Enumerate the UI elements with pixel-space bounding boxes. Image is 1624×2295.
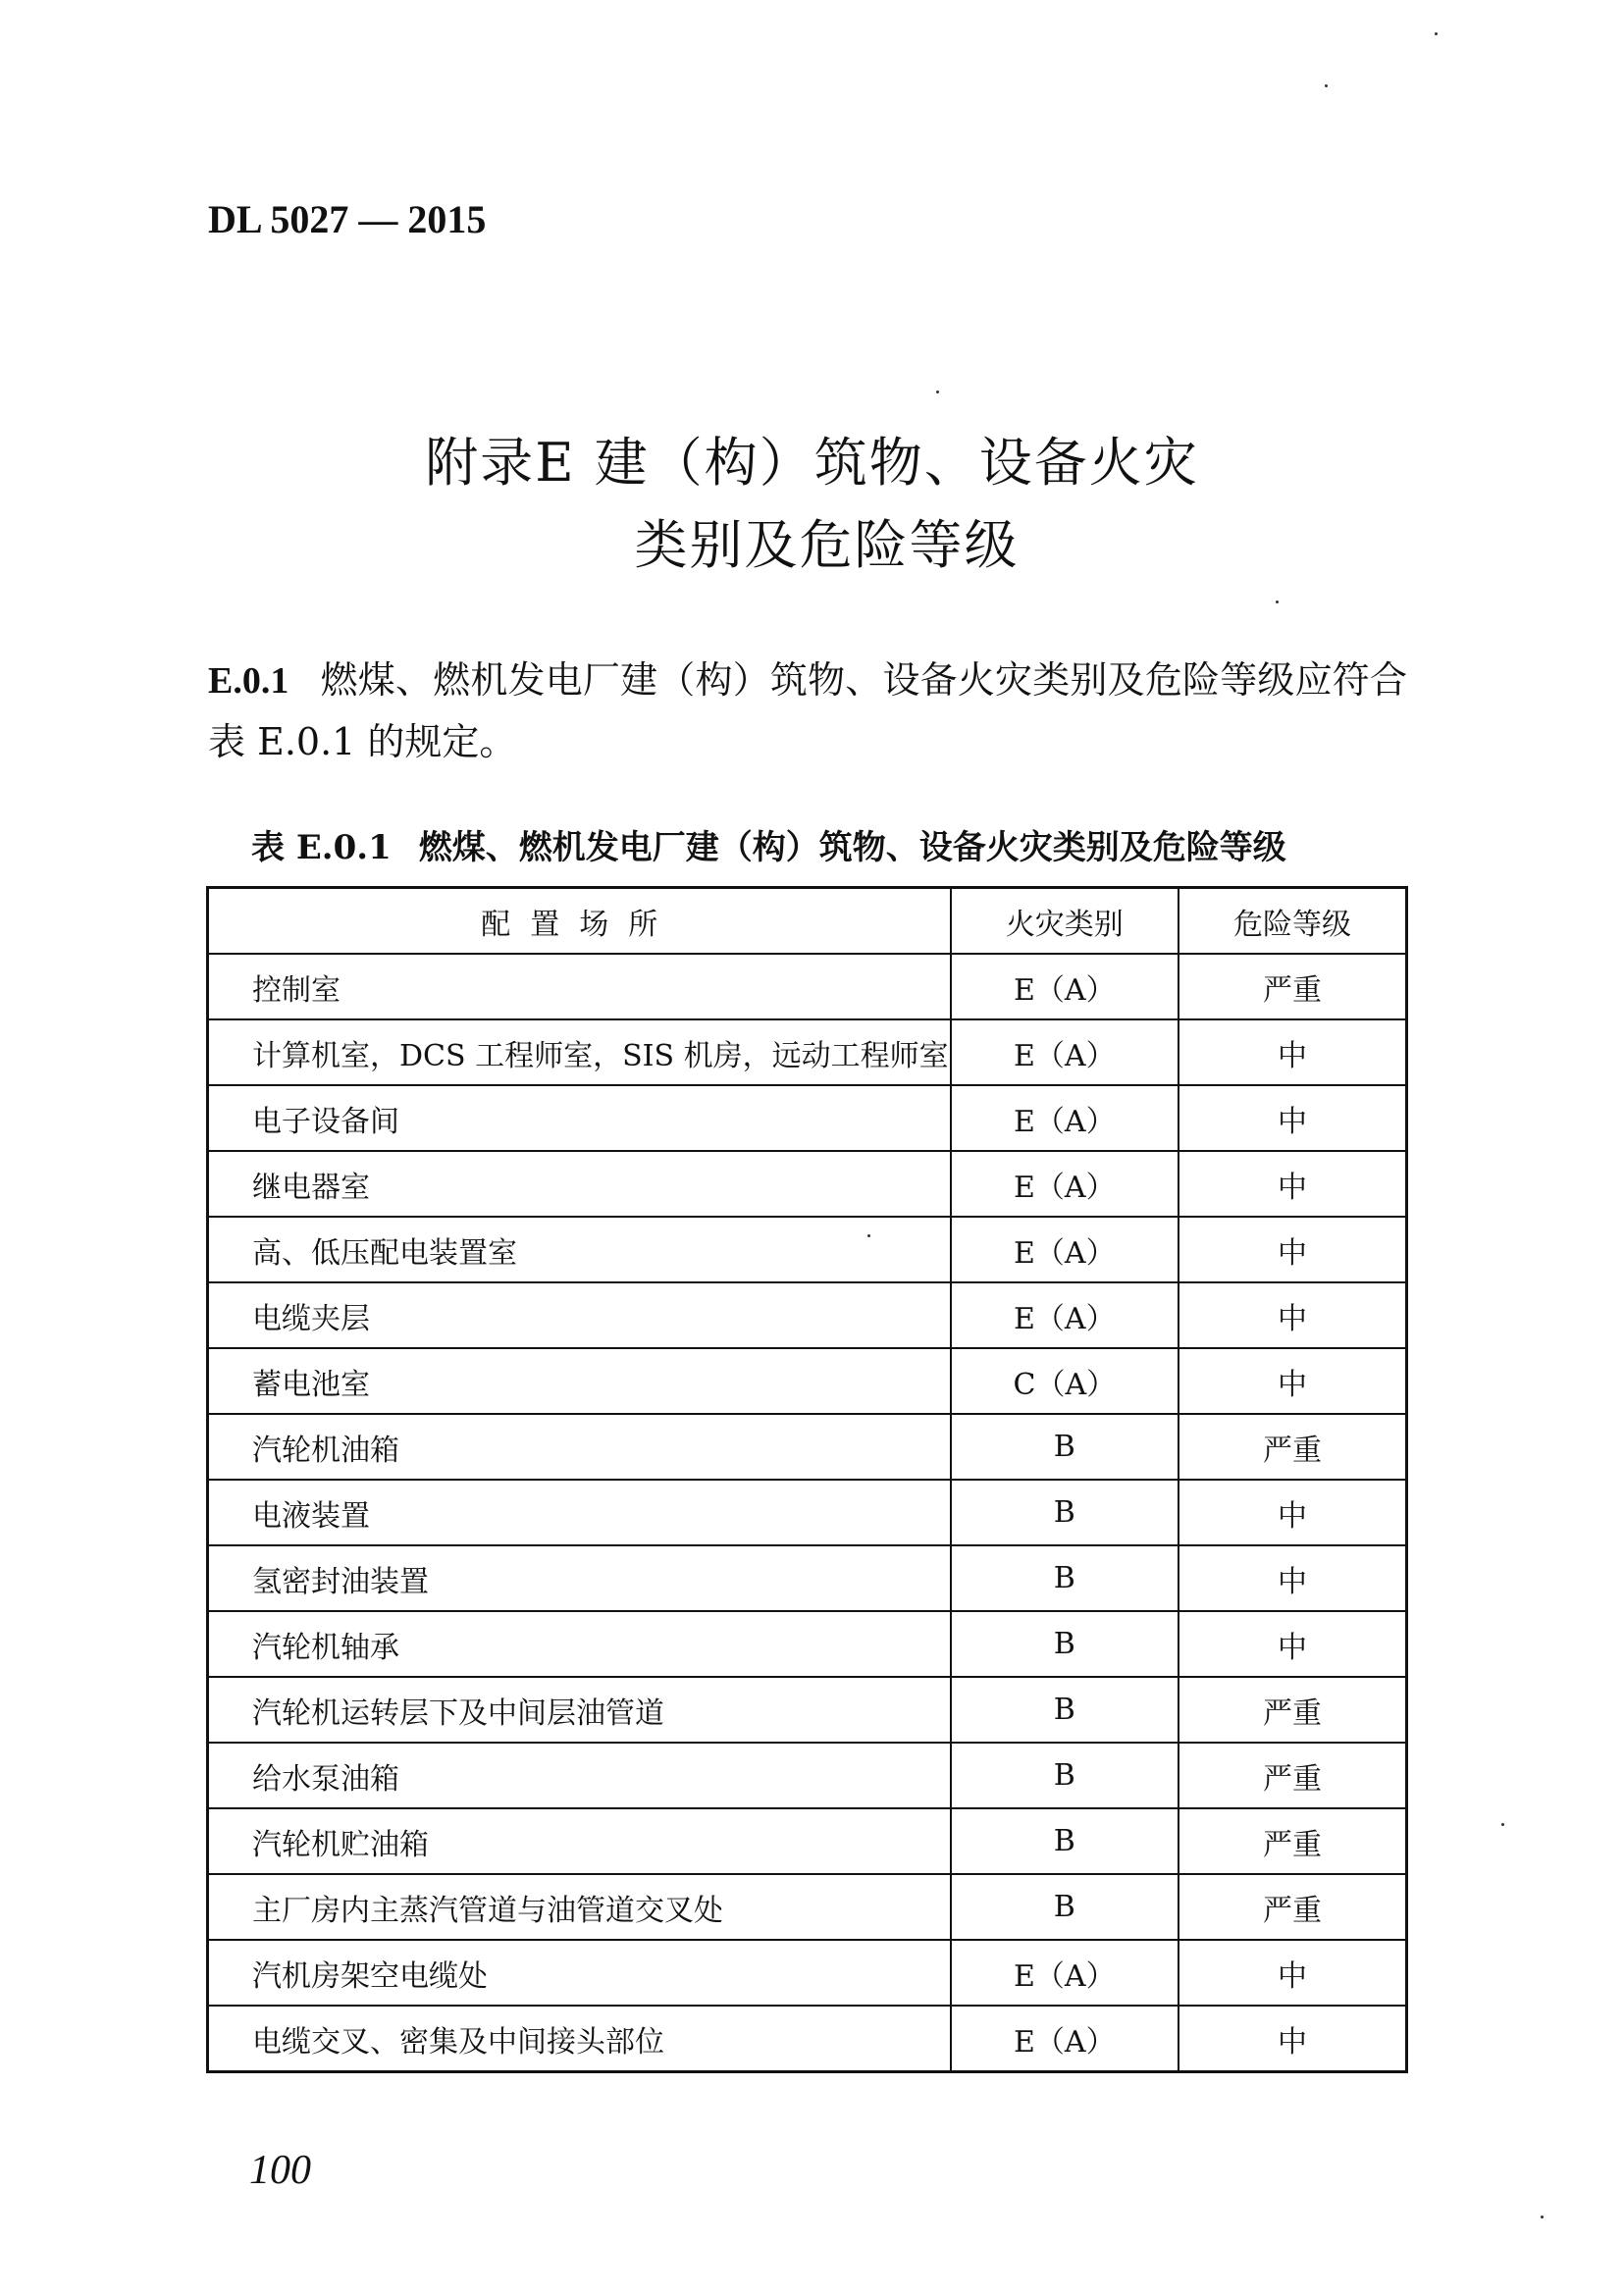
cell-place: 汽轮机轴承 [208,1611,951,1677]
cell-place: 汽轮机贮油箱 [208,1808,951,1874]
cell-hazard-level: 中 [1179,1480,1406,1545]
cell-place: 控制室 [208,954,951,1019]
cell-hazard-level: 中 [1179,1085,1406,1151]
cell-hazard-level: 中 [1179,1217,1406,1282]
standard-code: DL 5027 — 2015 [208,197,487,241]
cell-hazard-level: 中 [1179,1151,1406,1217]
scan-speck [1541,2216,1544,2218]
cell-fire-class: E（A） [951,2006,1179,2072]
header-fire-class: 火灾类别 [951,888,1179,955]
cell-hazard-level: 中 [1179,1282,1406,1348]
cell-fire-class: B [951,1414,1179,1480]
cell-place: 继电器室 [208,1151,951,1217]
cell-hazard-level: 严重 [1179,954,1406,1019]
scan-speck [1325,84,1328,87]
table-caption-title: 燃煤、燃机发电厂建（构）筑物、设备火灾类别及危险等级 [418,828,1286,867]
page-number: 100 [249,2148,311,2193]
cell-hazard-level: 中 [1179,1545,1406,1611]
table-header-row [208,888,1407,955]
cell-fire-class: B [951,1743,1179,1808]
clause-text: 燃煤、燃机发电厂建（构）筑物、设备火灾类别及危险等级应符合表 E.0.1 的规定。 [208,658,1407,763]
table-row [208,1217,1407,1282]
cell-fire-class: E（A） [951,1940,1179,2006]
cell-fire-class: B [951,1677,1179,1743]
appendix-title-line2: 类别及危险等级 [634,514,1020,576]
cell-place: 汽轮机油箱 [208,1414,951,1480]
clause-number: E.0.1 [208,660,289,702]
cell-fire-class: B [951,1611,1179,1677]
cell-fire-class: C（A） [951,1348,1179,1414]
table-row [208,1808,1407,1874]
table-row [208,1480,1407,1545]
cell-place: 电缆交叉、密集及中间接头部位 [208,2006,951,2072]
cell-place: 电子设备间 [208,1085,951,1151]
cell-fire-class: E（A） [951,1085,1179,1151]
table-row [208,1414,1407,1480]
cell-fire-class: E（A） [951,954,1179,1019]
cell-fire-class: B [951,1874,1179,1940]
table-row [208,1085,1407,1151]
cell-fire-class: E（A） [951,1282,1179,1348]
appendix-title [0,422,1624,587]
table-row [208,2006,1407,2072]
cell-place: 主厂房内主蒸汽管道与油管道交叉处 [208,1874,951,1940]
fire-class-table [206,886,1408,2073]
cell-hazard-level: 严重 [1179,1677,1406,1743]
scan-speck [936,391,939,393]
table-row [208,1874,1407,1940]
cell-place: 给水泵油箱 [208,1743,951,1808]
cell-place: 电缆夹层 [208,1282,951,1348]
table-caption-number: 表 E.0.1 [251,828,392,867]
cell-hazard-level: 严重 [1179,1874,1406,1940]
table-row [208,1151,1407,1217]
table-row [208,954,1407,1019]
cell-fire-class: B [951,1545,1179,1611]
table-row [208,1282,1407,1348]
appendix-title-line1: 附录E 建（构）筑物、设备火灾 [425,432,1199,494]
scan-speck [1435,32,1438,35]
table-row [208,1940,1407,2006]
cell-place: 汽机房架空电缆处 [208,1940,951,2006]
table-row [208,1677,1407,1743]
cell-hazard-level: 严重 [1179,1414,1406,1480]
cell-fire-class: E（A） [951,1019,1179,1085]
table-row [208,1019,1407,1085]
header-place: 配置场所 [208,888,951,955]
table-row [208,1611,1407,1677]
cell-place: 高、低压配电装置室 [208,1217,951,1282]
scan-speck [867,1234,870,1237]
cell-hazard-level: 中 [1179,1019,1406,1085]
clause-e-0-1 [208,650,1407,772]
cell-place: 计算机室，DCS 工程师室，SIS 机房，远动工程师室 [208,1019,951,1085]
table-body [208,954,1407,2072]
header-hazard-level: 危险等级 [1179,888,1406,955]
cell-hazard-level: 严重 [1179,1808,1406,1874]
cell-place: 汽轮机运转层下及中间层油管道 [208,1677,951,1743]
table-row [208,1348,1407,1414]
cell-hazard-level: 中 [1179,1940,1406,2006]
cell-place: 氢密封油装置 [208,1545,951,1611]
table-row [208,1743,1407,1808]
cell-fire-class: E（A） [951,1217,1179,1282]
cell-place: 蓄电池室 [208,1348,951,1414]
table-caption [251,820,1286,868]
cell-hazard-level: 中 [1179,2006,1406,2072]
cell-fire-class: B [951,1808,1179,1874]
cell-fire-class: E（A） [951,1151,1179,1217]
cell-hazard-level: 中 [1179,1348,1406,1414]
table-row [208,1545,1407,1611]
cell-hazard-level: 严重 [1179,1743,1406,1808]
cell-fire-class: B [951,1480,1179,1545]
scan-speck [1276,600,1279,603]
cell-place: 电液装置 [208,1480,951,1545]
scan-speck [1501,1823,1504,1826]
cell-hazard-level: 中 [1179,1611,1406,1677]
